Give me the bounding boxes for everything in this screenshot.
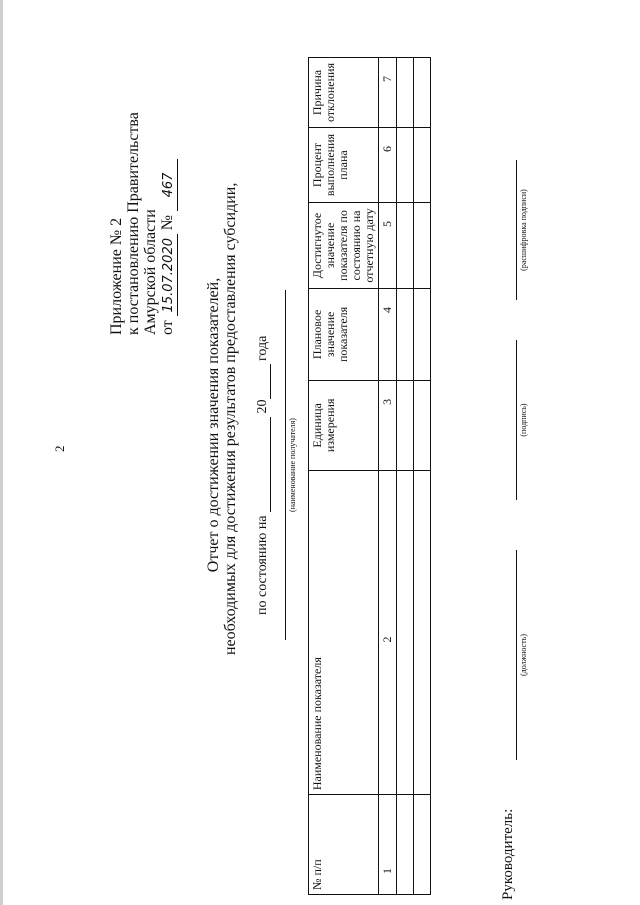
header-cell: Причина отклонения bbox=[309, 58, 379, 128]
year-prefix: 20 bbox=[255, 399, 270, 414]
recipient-line bbox=[285, 290, 286, 640]
decree-date: 15.07.2020 bbox=[160, 234, 178, 316]
decoding-line bbox=[516, 160, 517, 300]
document-body bbox=[0, 45, 560, 905]
table-row bbox=[414, 58, 431, 895]
header-cell: Наименование показателя bbox=[309, 470, 379, 794]
title-line-1: Отчет о достижении значения показателей, bbox=[205, 277, 222, 573]
number-cell: 5 bbox=[379, 203, 397, 289]
number-cell: 7 bbox=[379, 58, 397, 128]
report-title bbox=[205, 182, 239, 655]
number-cell: 3 bbox=[379, 380, 397, 470]
header-cell: Единица измерения bbox=[309, 380, 379, 470]
signature-block bbox=[500, 60, 550, 900]
title-line-2: необходимых для достижения результатов предоставления субсидии, bbox=[222, 182, 239, 655]
year-blank bbox=[258, 364, 271, 399]
header-cell: Процент выполнения плана bbox=[309, 128, 379, 203]
position-line bbox=[516, 550, 517, 760]
signature-caption: (подпись) bbox=[519, 403, 528, 437]
annex-header bbox=[108, 55, 178, 335]
recipient-caption: (наименование получателя) bbox=[288, 418, 297, 512]
table-header-row bbox=[309, 58, 379, 895]
signature-label: Руководитель: bbox=[500, 808, 516, 900]
number-cell: 2 bbox=[379, 470, 397, 794]
table-row bbox=[397, 58, 414, 895]
decree-number: 467 bbox=[160, 159, 178, 211]
page-number: 2 bbox=[52, 445, 67, 452]
annex-line-2: к постановлению Правительства bbox=[125, 112, 142, 335]
annex-line-1: Приложение № 2 bbox=[108, 217, 125, 335]
header-cell: Достигнутое значение показателя по состоянию на отчетную дату bbox=[309, 203, 379, 289]
date-blank bbox=[258, 417, 271, 512]
number-cell: 1 bbox=[379, 795, 397, 895]
as-of-line bbox=[255, 155, 271, 615]
annex-date-line bbox=[159, 55, 178, 335]
number-cell: 6 bbox=[379, 128, 397, 203]
signature-line bbox=[516, 340, 517, 500]
number-cell: 4 bbox=[379, 288, 397, 380]
header-cell: Плановое значение показателя bbox=[309, 288, 379, 380]
header-cell: № п/п bbox=[309, 795, 379, 895]
table-number-row bbox=[379, 58, 397, 895]
position-caption: (должность) bbox=[519, 634, 528, 676]
number-label: № bbox=[159, 214, 176, 231]
as-of-prefix: по состоянию на bbox=[255, 515, 270, 615]
from-label: от bbox=[159, 320, 176, 335]
decoding-caption: (расшифровка подписи) bbox=[519, 189, 528, 271]
annex-line-3: Амурской области bbox=[142, 209, 159, 335]
indicators-table bbox=[308, 57, 431, 895]
as-of-suffix: года bbox=[255, 335, 270, 361]
